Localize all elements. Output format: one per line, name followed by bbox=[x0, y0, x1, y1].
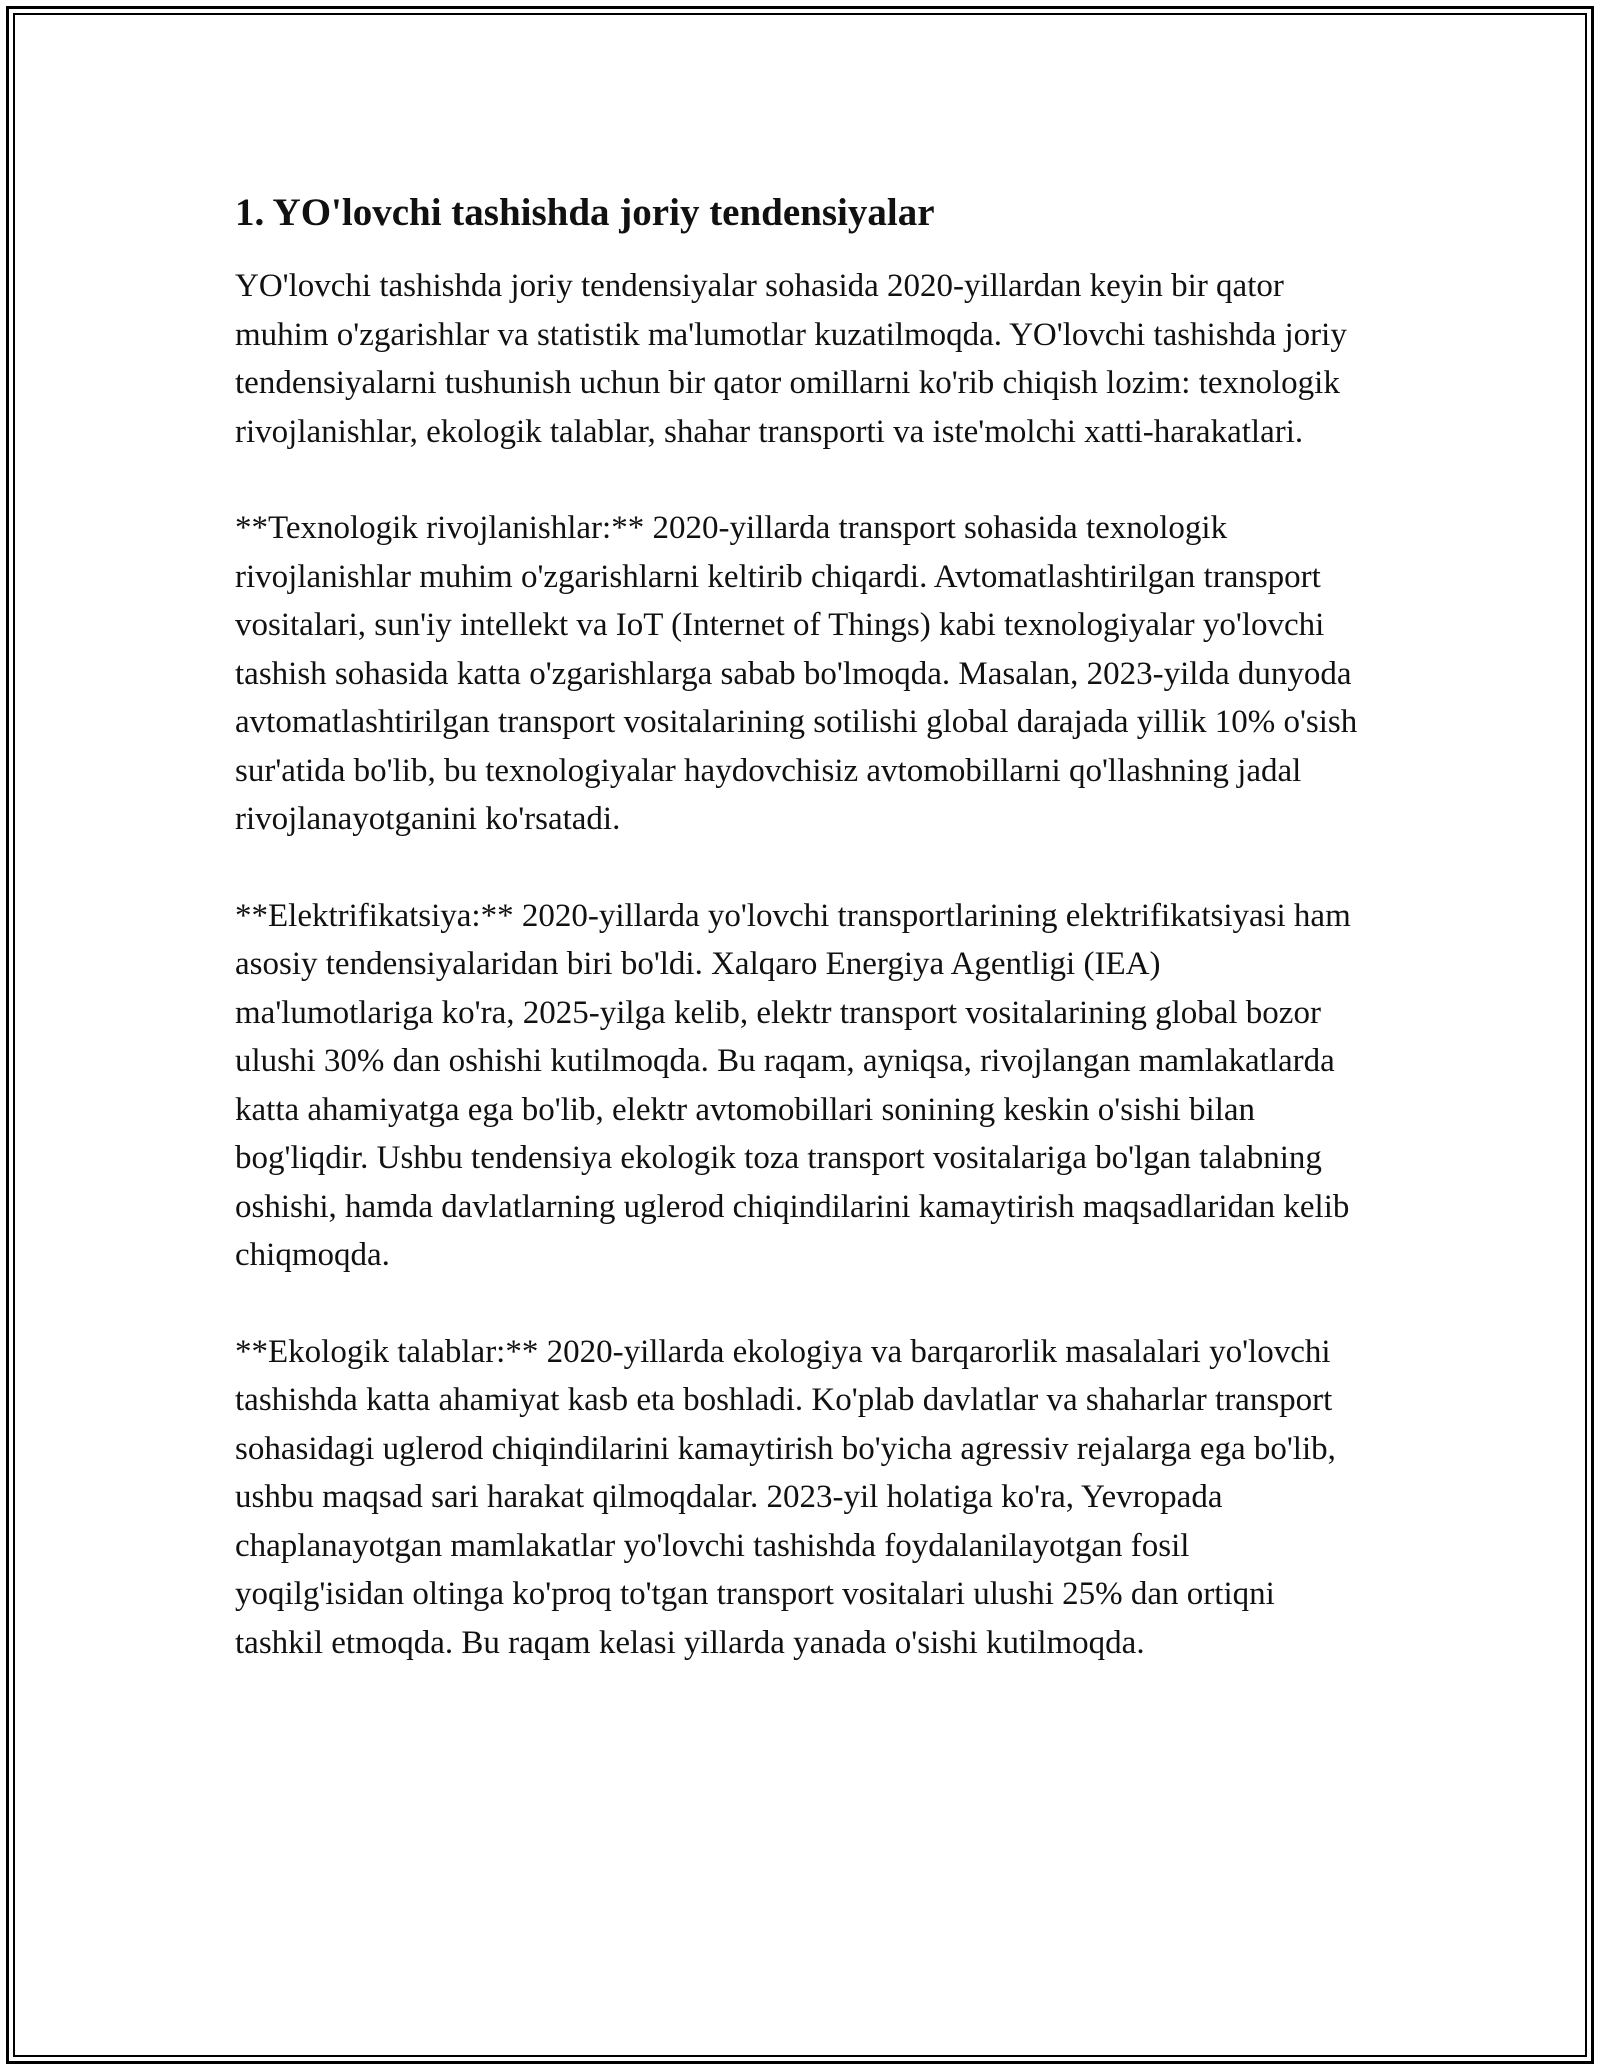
paragraph-ecology: **Ekologik talablar:** 2020-yillarda ekologiya va barqarorlik masalalari yo'lovchi tashishda katta ahamiyat kasb eta boshladi. Ko'plab davlatlar va shaharlar transport sohasidagi uglerod chiqindilarini kamaytirish bo'yicha agressiv rejalarga ega bo'lib, ushbu maqsad sari harakat qilmoqdalar. 2023-yil holatiga ko'ra, Yevropada chaplanayotgan mamlakatlar yo'lovchi tashishda foydalanilayotgan fosil yoqilg'isidan oltinga ko'proq to'tgan transport vositalari ulushi 25% dan ortiqni tashkil etmoqda. Bu raqam kelasi yillarda yanada o'sishi kutilmoqda. bbox=[235, 1333, 1336, 1661]
document-body bbox=[235, 186, 1360, 1715]
paragraph-electrification: **Elektrifikatsiya:** 2020-yillarda yo'lovchi transportlarining elektrifikatsiyasi ham asosiy tendensiyalaridan biri bo'ldi. Xalqaro Energiya Agentligi (IEA) ma'lumotlariga ko'ra, 2025-yilga kelib, elektr transport vositalarining global bozor ulushi 30% dan oshishi kutilmoqda. Bu raqam, ayniqsa, rivojlangan mamlakatlarda katta ahamiyatga ega bo'lib, elektr avtomobillari sonining keskin o'sishi bilan bog'liqdir. Ushbu tendensiya ekologik toza transport vositalariga bo'lgan talabning oshishi, hamda davlatlarning uglerod chiqindilarini kamaytirish maqsadlaridan kelib chiqmoqda. bbox=[235, 897, 1351, 1273]
section-heading: 1. YO'lovchi tashishda joriy tendensiyalar bbox=[235, 191, 935, 234]
paragraph-technology: **Texnologik rivojlanishlar:** 2020-yillarda transport sohasida texnologik rivojlanishlar muhim o'zgarishlarni keltirib chiqardi. Avtomatlashtirilgan transport vositalari, sun'iy intellekt va IoT (Internet of Things) kabi texnologiyalar yo'lovchi tashish sohasida katta o'zgarishlarga sabab bo'lmoqda. Masalan, 2023-yilda dunyoda avtomatlashtirilgan transport vositalarining sotilishi global darajada yillik 10% o'sish sur'atida bo'lib, bu texnologiyalar haydovchisiz avtomobillarni qo'llashning jadal rivojlanayotganini ko'rsatadi. bbox=[235, 510, 1358, 837]
paragraph-intro: YO'lovchi tashishda joriy tendensiyalar sohasida 2020-yillardan keyin bir qator muhim o'zgarishlar va statistik ma'lumotlar kuzatilmoqda. YO'lovchi tashishda joriy tendensiyalarni tushunish uchun bir qator omillarni ko'rib chiqish lozim: texnologik rivojlanishlar, ekologik talablar, shahar transporti va iste'molchi xatti-harakatlari. bbox=[235, 268, 1347, 450]
